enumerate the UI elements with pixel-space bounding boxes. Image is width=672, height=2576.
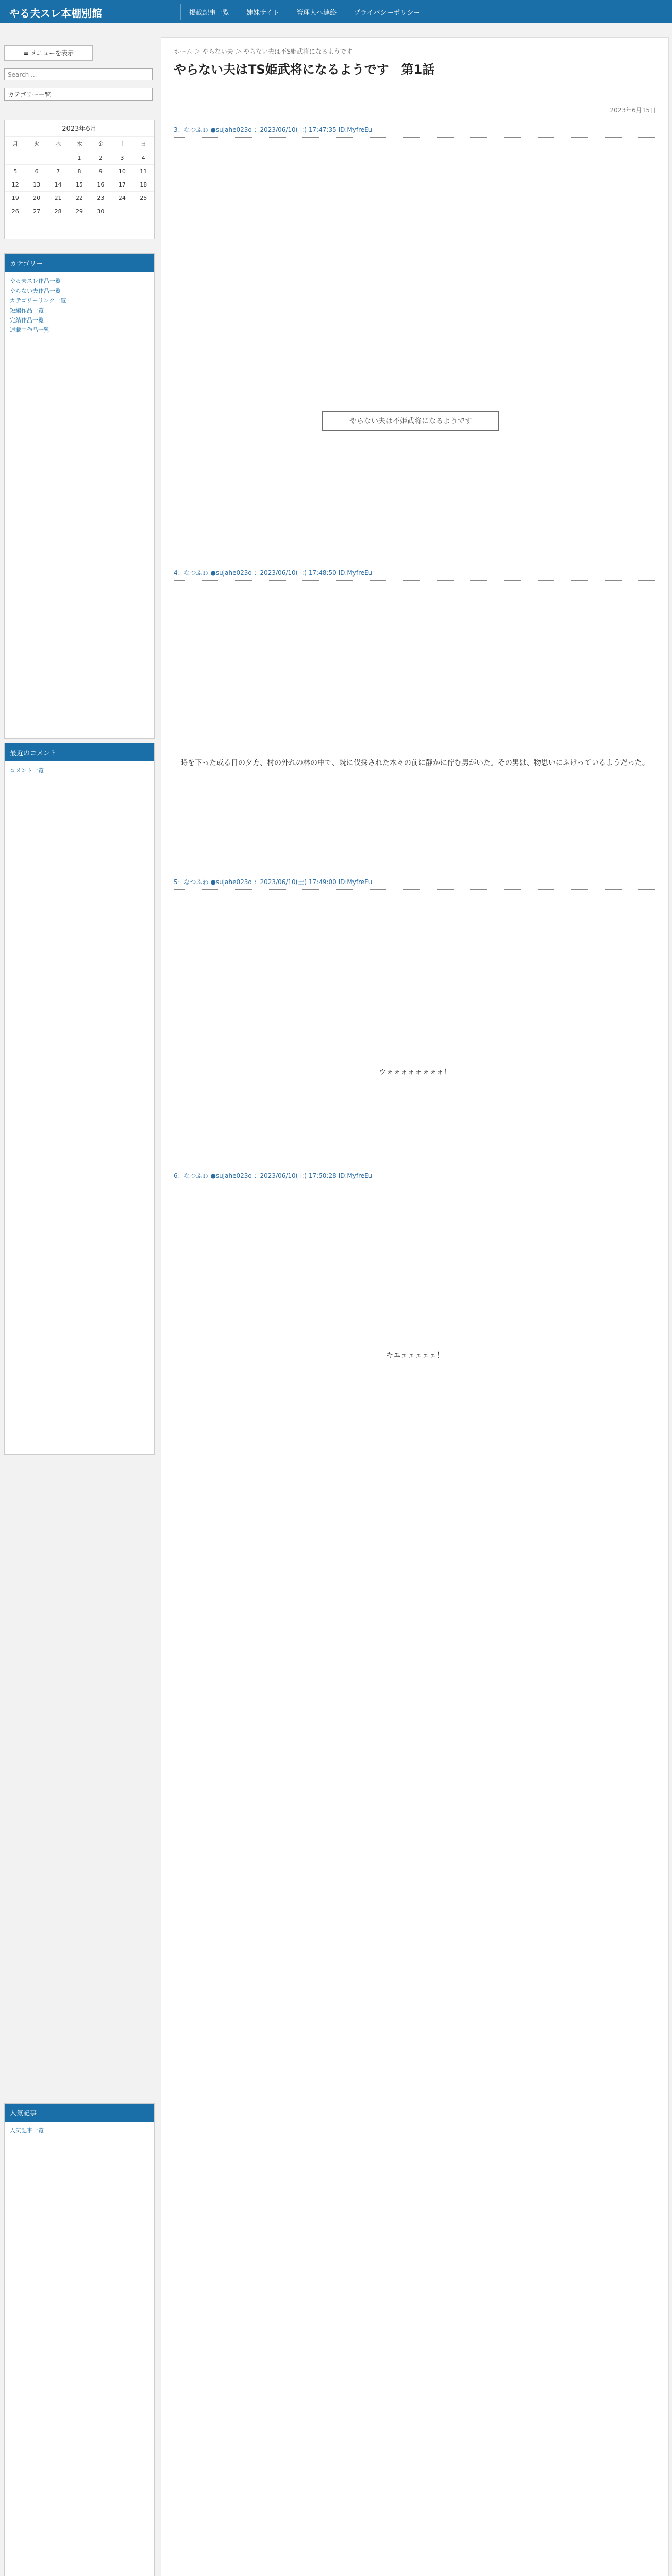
cal-day[interactable]: 15 (69, 178, 90, 191)
cal-header: 土 (111, 136, 132, 151)
post-header: 6：なつふわ ●sujahe023o ：2023/06/10(土) 17:50:28 ID:MyfreEu (174, 1172, 373, 1179)
cal-day[interactable]: 21 (47, 191, 69, 205)
cal-day[interactable]: 24 (111, 191, 132, 205)
nav-contact[interactable]: 管理人へ連絡 (288, 4, 345, 20)
post-3 (174, 877, 656, 1078)
cal-day[interactable]: 18 (133, 178, 154, 191)
post-caption: 時を下った或る日の夕方、村の外れの林の中で、既に伐採された木々の前に静かに佇む男がいた。その男は、物思いにふけっているようだった。 (180, 759, 649, 767)
ascii-art (276, 586, 554, 751)
site-title[interactable]: やる夫スレ本棚別館 (9, 7, 102, 20)
cal-day[interactable]: 12 (5, 178, 26, 191)
ascii-art (276, 895, 554, 1060)
post-4 (174, 1171, 656, 1362)
category-select[interactable]: カテゴリー一覧 (4, 88, 153, 101)
cal-day[interactable]: 10 (111, 164, 132, 178)
cal-day[interactable]: 11 (133, 164, 154, 178)
main-nav (180, 4, 428, 20)
post-header: 5：なつふわ ●sujahe023o ：2023/06/10(土) 17:49:00 ID:MyfreEu (174, 878, 373, 886)
sidebar (4, 37, 154, 2576)
cal-header: 金 (90, 136, 111, 151)
cal-header: 火 (26, 136, 47, 151)
post-date: 2023年6月15日 (610, 107, 656, 114)
recent-comments-title: 最近のコメント (5, 743, 154, 761)
ascii-art (276, 1189, 554, 1343)
site-header (0, 0, 672, 23)
cal-header: 月 (5, 136, 26, 151)
nav-privacy[interactable]: プライバシーポリシー (345, 4, 428, 20)
cal-header: 日 (133, 136, 154, 151)
calendar-grid (5, 136, 154, 218)
cal-day[interactable]: 6 (26, 164, 47, 178)
caption-box: やらない夫は不姫武将になるようです (322, 411, 499, 431)
post-caption: キエェェェェェ！ (386, 1351, 444, 1360)
cal-day[interactable]: 28 (47, 205, 69, 218)
cal-day[interactable]: 14 (47, 178, 69, 191)
cal-day[interactable]: 7 (47, 164, 69, 178)
post-header: 4：なつふわ ●sujahe023o ：2023/06/10(土) 17:48:50 ID:MyfreEu (174, 569, 373, 577)
cal-day[interactable]: 19 (5, 191, 26, 205)
post-2 (174, 568, 656, 769)
popular-title: 人気記事 (5, 2104, 154, 2122)
cal-day[interactable]: 8 (69, 164, 90, 178)
calendar-title: 2023年6月 (62, 125, 97, 133)
cal-day[interactable]: 2 (90, 151, 111, 164)
cal-day[interactable]: 13 (26, 178, 47, 191)
post-header: 3：なつふわ ●sujahe023o ：2023/06/10(土) 17:47:35 ID:MyfreEu (174, 126, 373, 133)
menu-button[interactable]: ≡ メニューを表示 (4, 45, 93, 61)
popular-box (4, 2103, 155, 2576)
ascii-art (276, 143, 554, 503)
recent-comments-box (4, 743, 155, 1455)
cal-header: 木 (69, 136, 90, 151)
cal-day[interactable]: 26 (5, 205, 26, 218)
cal-day[interactable]: 5 (5, 164, 26, 178)
nav-sister-sites[interactable]: 姉妹サイト (238, 4, 288, 20)
post-caption: ウォォォォォォォォ！ (379, 1068, 451, 1076)
categories-box (4, 253, 155, 739)
popular-list: 人気記事一覧 (10, 2127, 44, 2134)
breadcrumb[interactable]: ホーム ＞ やらない夫 ＞ やらない夫は不S姫武将になるようです (174, 48, 352, 55)
recent-comments-list: コメント一覧 (10, 767, 44, 774)
cal-day (47, 151, 69, 164)
post-1 (174, 125, 656, 503)
post-divider (174, 580, 656, 581)
calendar (4, 120, 155, 239)
post-divider (174, 889, 656, 890)
categories-list: やる夫スレ作品一覧 やらない夫作品一覧 カテゴリーリンク一覧 短編作品一覧 完結作品一覧 連載中作品一覧 (10, 278, 66, 333)
cal-day (26, 151, 47, 164)
search-input[interactable]: Search ... (4, 68, 153, 80)
cal-day[interactable]: 23 (90, 191, 111, 205)
categories-title: カテゴリー (5, 254, 154, 272)
cal-day[interactable]: 30 (90, 205, 111, 218)
cal-day[interactable]: 4 (133, 151, 154, 164)
cal-day[interactable]: 20 (26, 191, 47, 205)
cal-day (5, 151, 26, 164)
post-divider (174, 137, 656, 138)
cal-day[interactable]: 27 (26, 205, 47, 218)
cal-day[interactable]: 3 (111, 151, 132, 164)
cal-day[interactable]: 22 (69, 191, 90, 205)
nav-articles[interactable]: 掲載記事一覧 (180, 4, 238, 20)
cal-day[interactable]: 1 (69, 151, 90, 164)
main-content (161, 37, 669, 2576)
cal-header: 水 (47, 136, 69, 151)
cal-day[interactable]: 29 (69, 205, 90, 218)
cal-day[interactable]: 17 (111, 178, 132, 191)
cal-day[interactable]: 9 (90, 164, 111, 178)
cal-day[interactable]: 16 (90, 178, 111, 191)
page-title: やらない夫はTS姫武将になるようです 第1話 (174, 62, 435, 77)
cal-day[interactable]: 25 (133, 191, 154, 205)
